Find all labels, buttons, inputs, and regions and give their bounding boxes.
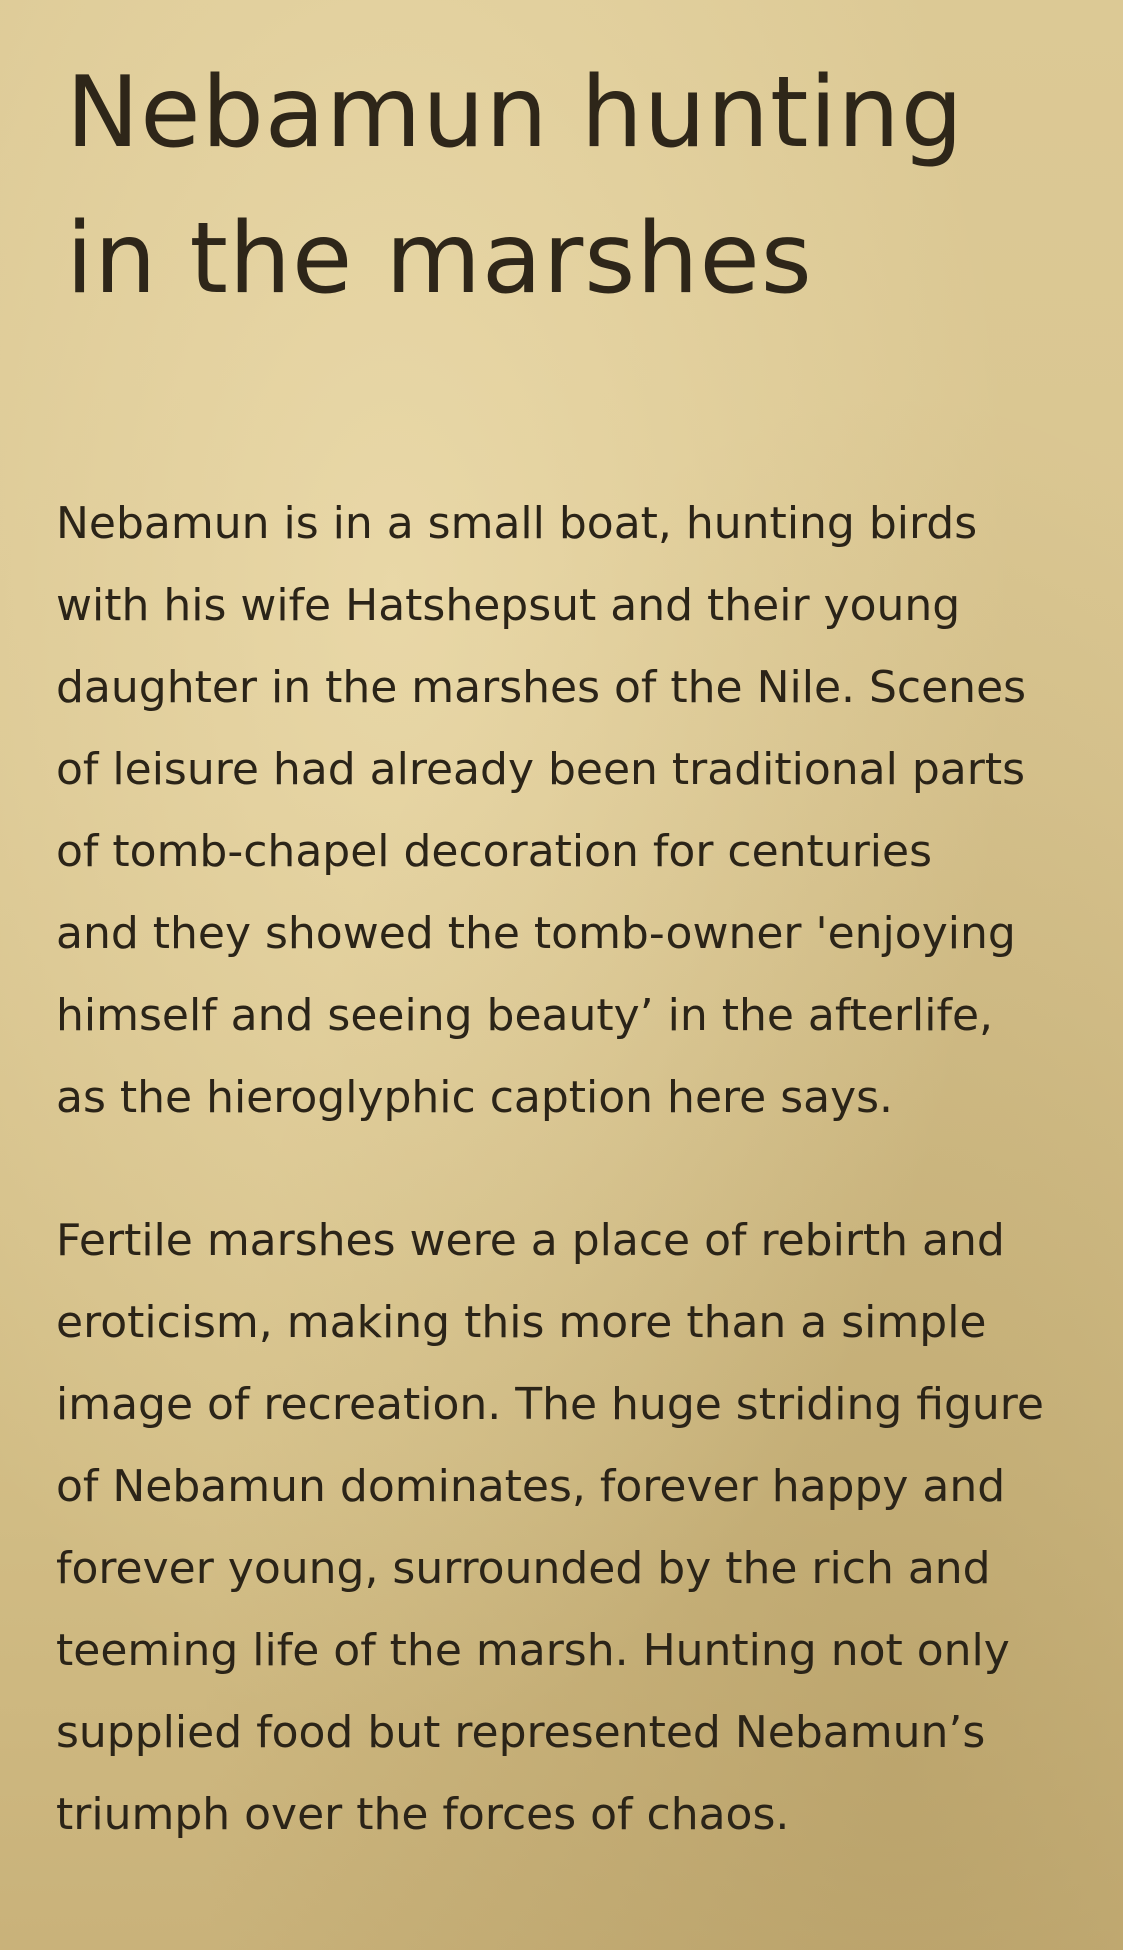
text-line: daughter in the marshes of the Nile. Scenes [56,662,1027,713]
text-line: image of recreation. The huge striding figure [56,1379,1044,1430]
text-line: triumph over the forces of chaos. [56,1789,790,1840]
text-line: Nebamun is in a small boat, hunting birds [56,498,978,549]
body-paragraph-2 [56,1200,1096,1856]
text-line: himself and seeing beauty’ in the afterlife, [56,990,994,1041]
label-title [66,40,1066,332]
text-line: as the hieroglyphic caption here says. [56,1072,894,1123]
text-line: eroticism, making this more than a simple [56,1297,987,1348]
text-line: forever young, surrounded by the rich and [56,1543,991,1594]
body-paragraph-1 [56,483,1096,1139]
text-line: and they showed the tomb-owner 'enjoying [56,908,1016,959]
text-line: teeming life of the marsh. Hunting not only [56,1625,1010,1676]
title-line: in the marshes [66,202,813,316]
text-line: of Nebamun dominates, forever happy and [56,1461,1006,1512]
text-line: of tomb-chapel decoration for centuries [56,826,933,877]
text-line: Fertile marshes were a place of rebirth and [56,1215,1005,1266]
text-line: supplied food but represented Nebamun’s [56,1707,986,1758]
title-line: Nebamun hunting [66,56,965,170]
text-line: with his wife Hatshepsut and their young [56,580,961,631]
text-line: of leisure had already been traditional parts [56,744,1025,795]
